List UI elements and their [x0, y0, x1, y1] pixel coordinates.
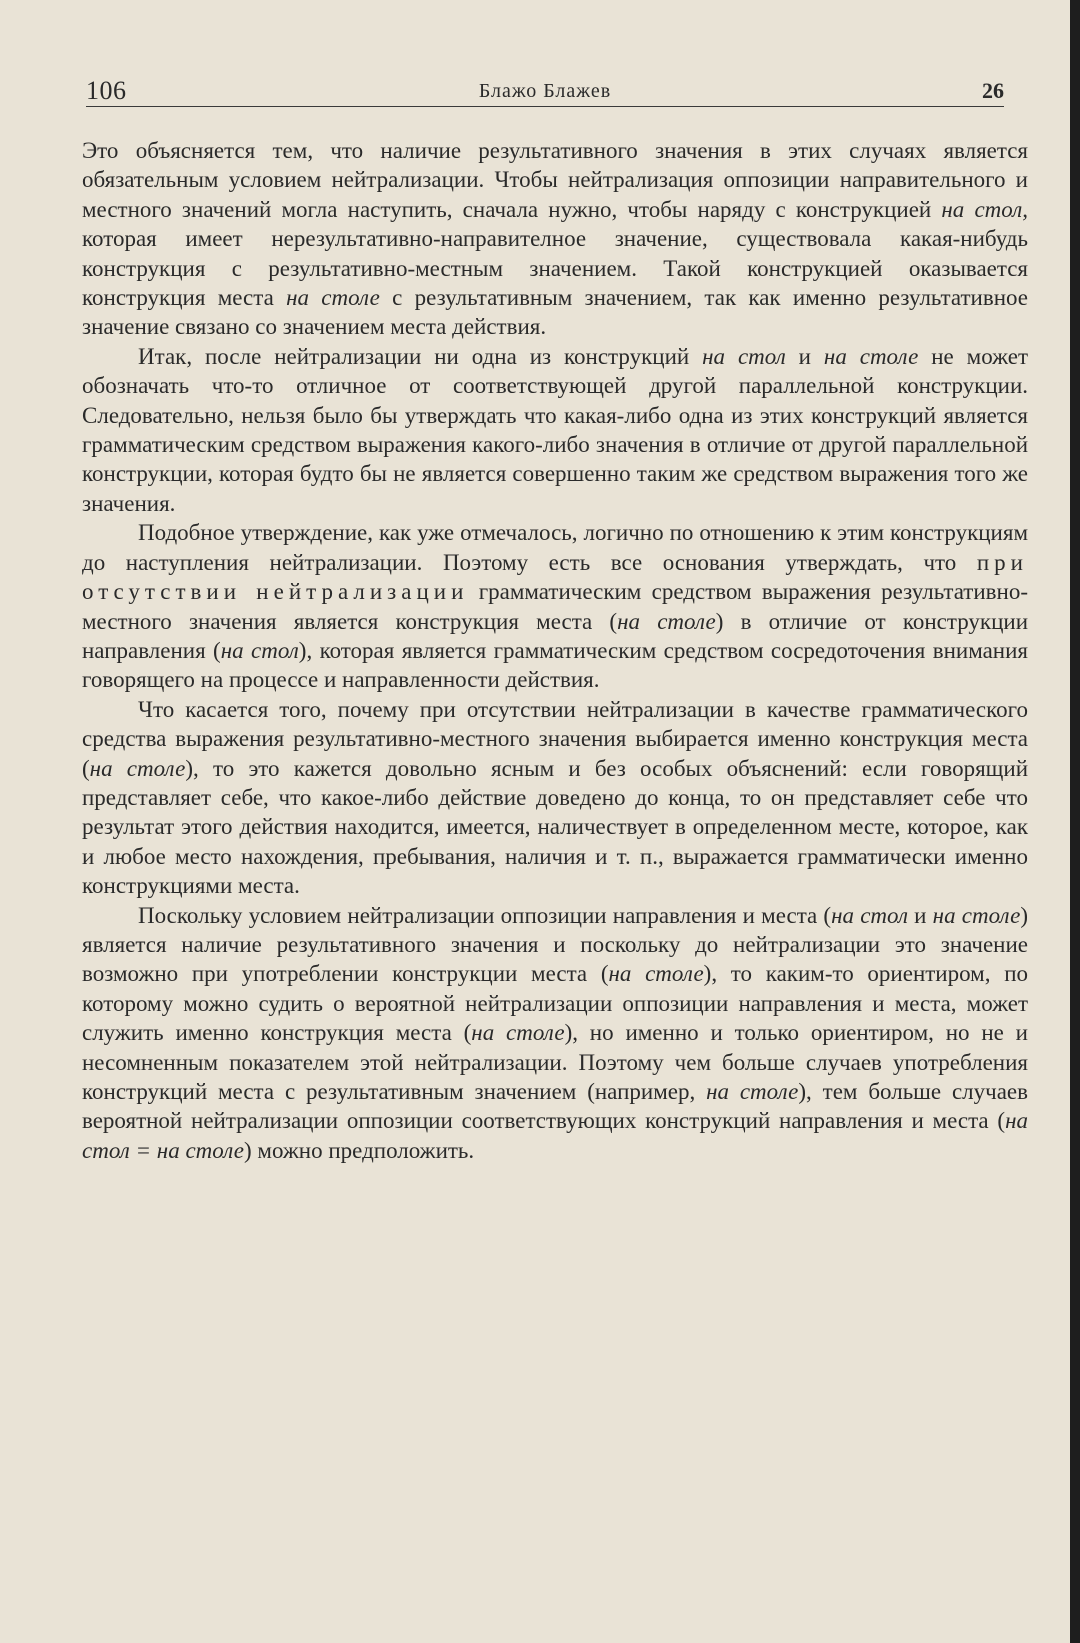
running-head-title: Блажо Блажев — [478, 80, 612, 102]
text-run: ), но именно и только ориентиром, но не и несомненным показателем этой нейтрализации. Поэтому чем больше случаев употребления конструкций места с результативным значением (например, — [82, 1020, 1028, 1104]
italic-example: на стол — [702, 343, 786, 369]
spaced-emphasis: при отсутствии нейтрализации — [82, 549, 1028, 605]
text-run: Что касается того, почему при отсутствии нейтрализации в качестве грамматического средства выражения результативно-местного значения выбирается именно конструкция места ( — [82, 696, 1028, 781]
italic-example: на столе — [823, 343, 919, 369]
italic-example: на столе — [617, 608, 716, 634]
text-run: Итак, после нейтрализации ни одна из конструкций — [138, 343, 703, 369]
italic-example: на столе — [286, 285, 380, 311]
paragraph-5 — [82, 901, 1028, 1166]
text-run: и — [907, 902, 933, 928]
text-run: с результативным значением, так как именно результативное значение связано со значением места действия. — [82, 285, 1028, 340]
paragraph-2 — [82, 342, 1028, 518]
italic-example: на столе — [706, 1079, 799, 1104]
italic-example: на столе — [471, 1020, 565, 1046]
italic-example: на столе — [89, 755, 186, 781]
text-run: ), которая является грамматическим средством сосредоточения внимания говорящего на процессе и направленности действия. — [82, 637, 1028, 693]
text-run: и — [785, 343, 824, 369]
text-run: ) является наличие результативного значения и поскольку до нейтрализации это значение возможно при употреблении конструкции места ( — [82, 902, 1028, 987]
italic-example: на стол, — [941, 196, 1028, 222]
text-run: грамматическим средством выражения результативно-местного значения является конструкция места ( — [82, 579, 1028, 634]
page-edge-shadow — [1070, 0, 1080, 1643]
italic-example: на столе — [932, 902, 1021, 928]
text-run: ) в отличие от конструкции направления ( — [82, 608, 1029, 663]
text-run: Поскольку условием нейтрализации оппозиции направления и места ( — [138, 902, 832, 928]
italic-example: на стол — [220, 637, 299, 663]
italic-example: на столе — [608, 961, 704, 987]
italic-example: на стол — [831, 902, 908, 928]
paragraph-4 — [82, 695, 1028, 901]
page-number: 106 — [86, 76, 127, 105]
italic-example: на стол = на столе — [82, 1108, 1028, 1163]
text-run: Это объясняется тем, что наличие результативного значения в этих случаях является обязательным условием нейтрализации. Чтобы нейтрализация оппозиции направительного и местного значений могла наступить, сначала нужно, чтобы наряду с конструкцией — [82, 138, 1028, 222]
text-run: ), то это кажется довольно ясным и без особых объяснений: если говорящий представляет себе, что какое-либо действие доведено до конца, то он представляет себе что результат этого действия находится, имеется, наличествует в определенном месте, которое, как и любое место нахождения, пребывания, наличия и т. п., выражается грамматически именно конструкциями места. — [82, 755, 1028, 899]
signature-mark: 26 — [982, 78, 1004, 103]
text-run: ), тем больше случаев вероятной нейтрализации оппозиции соответствующих конструкций направления и места ( — [82, 1079, 1028, 1134]
body-text — [82, 136, 1028, 1165]
text-run: не может обозначать что-то отличное от соответствующей другой параллельной конструкции. Следовательно, нельзя было бы утверждать что какая-либо одна из этих конструкций является грамматическим средством выражения какого-либо значения в отличие от другой параллельной конструкции, которая будто бы не является совершенно таким же средством выражения того же значения. — [82, 343, 1028, 516]
running-header — [86, 72, 1004, 107]
text-run: которая имеет нерезультативно-направителное значение, существовала какая-нибудь конструкция с результативно-местным значением. Такой конструкцией оказывается конструкция места — [82, 226, 1028, 311]
text-run: ), то каким-то ориентиром, по которому можно судить о вероятной нейтрализации оппозиции направления и места, может служить именно конструкция места ( — [82, 961, 1029, 1046]
text-run: Подобное утверждение, как уже отмечалось, логично по отношению к этим конструкциям до наступления нейтрализации. Поэтому есть все основания утверждать, что — [82, 520, 1028, 575]
paragraph-1 — [82, 136, 1028, 342]
text-run: ) можно предположить. — [244, 1137, 475, 1163]
paragraph-3 — [82, 518, 1028, 694]
